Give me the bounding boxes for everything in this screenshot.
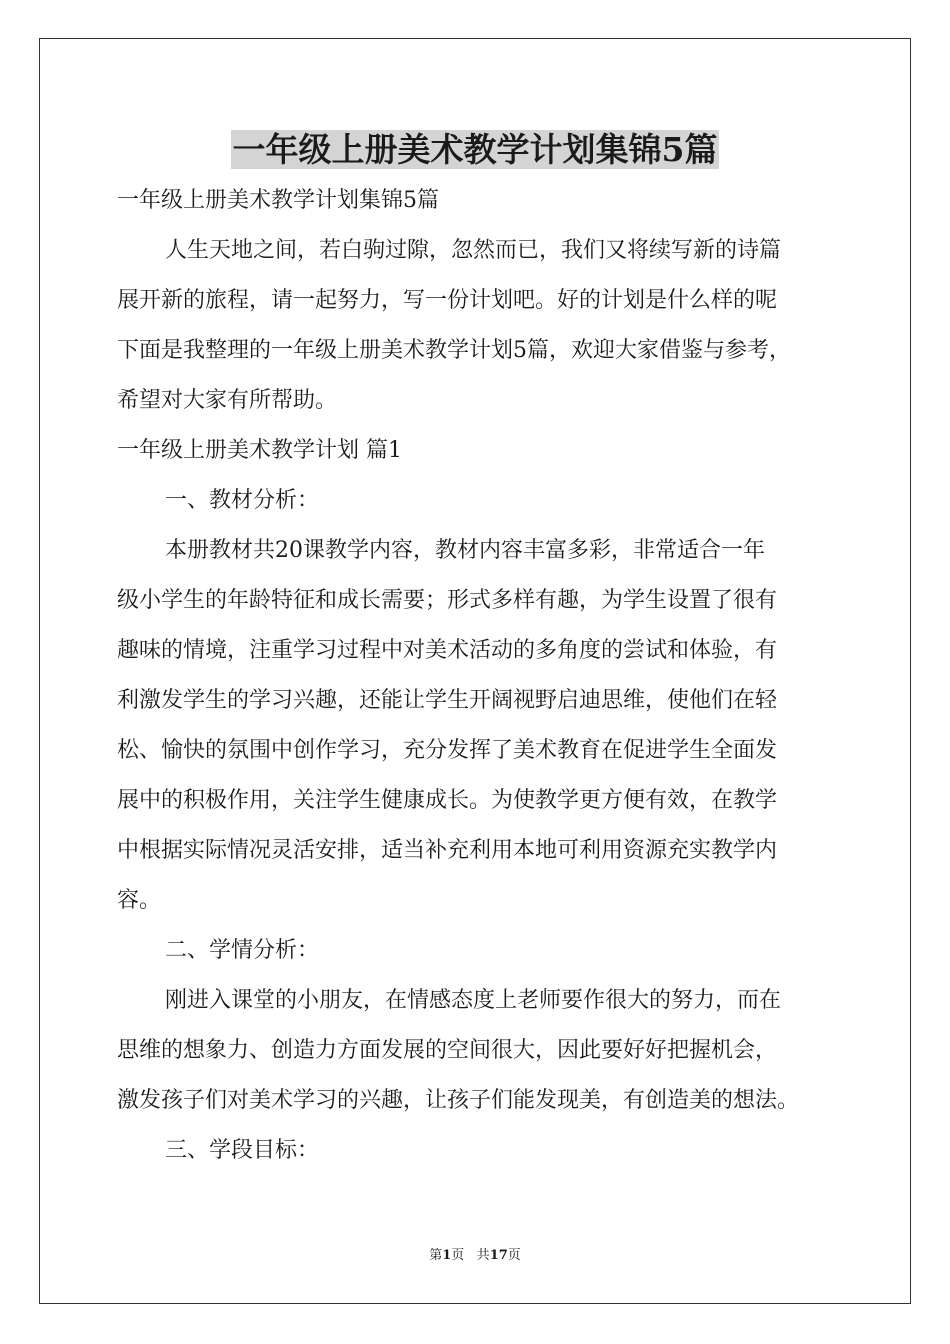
footer-total-prefix: 共 — [476, 1248, 490, 1263]
text-line: 希望对大家有所帮助。 — [117, 388, 338, 413]
text-line: 本册教材共20课教学内容，教材内容丰富多彩，非常适合一年 — [165, 538, 765, 563]
text-line: 中根据实际情况灵活安排，适当补充利用本地可利用资源充实教学内 — [117, 838, 778, 863]
paragraph-lines — [117, 226, 837, 1176]
footer-page-prefix: 第 — [429, 1248, 443, 1263]
text-line: 一年级上册美术教学计划 篇1 — [117, 438, 402, 463]
text-line: 级小学生的年龄特征和成长需要；形式多样有趣，为学生设置了很有 — [117, 588, 778, 613]
text-line: 展开新的旅程，请一起努力，写一份计划吧。好的计划是什么样的呢 — [117, 288, 778, 313]
document-subtitle: 一年级上册美术教学计划集锦5篇 — [117, 188, 439, 213]
text-line: 展中的积极作用，关注学生健康成长。为使教学更方便有效，在教学 — [117, 788, 778, 813]
text-line: 一、教材分析： — [165, 488, 320, 513]
text-line: 松、愉快的氛围中创作学习，充分发挥了美术教育在促进学生全面发 — [117, 738, 778, 763]
page-footer — [0, 1247, 950, 1265]
text-line: 下面是我整理的一年级上册美术教学计划5篇，欢迎大家借鉴与参考， — [117, 338, 791, 363]
text-line: 三、学段目标： — [165, 1138, 320, 1163]
text-line: 利激发学生的学习兴趣，还能让学生开阔视野启迪思维，使他们在轻 — [117, 688, 778, 713]
document-title-text: 一年级上册美术教学计划集锦5篇 — [232, 130, 718, 169]
footer-total-pages: 17 — [489, 1248, 508, 1263]
document-title — [0, 126, 950, 174]
text-line: 趣味的情境，注重学习过程中对美术活动的多角度的尝试和体验，有 — [117, 638, 778, 663]
text-line: 激发孩子们对美术学习的兴趣，让孩子们能发现美，有创造美的想法。 — [117, 1088, 800, 1113]
footer-total-suffix: 页 — [507, 1248, 521, 1263]
footer-page-suffix: 页 — [451, 1248, 465, 1263]
footer-page-number: 1 — [442, 1248, 452, 1263]
text-line: 容。 — [117, 888, 162, 913]
document-body — [117, 176, 837, 1176]
text-line: 思维的想象力、创造力方面发展的空间很大，因此要好好把握机会， — [117, 1038, 778, 1063]
text-line: 刚进入课堂的小朋友，在情感态度上老师要作很大的努力，而在 — [165, 988, 782, 1013]
text-line: 人生天地之间，若白驹过隙，忽然而已，我们又将续写新的诗篇 — [165, 238, 782, 263]
text-line: 二、学情分析： — [165, 938, 320, 963]
